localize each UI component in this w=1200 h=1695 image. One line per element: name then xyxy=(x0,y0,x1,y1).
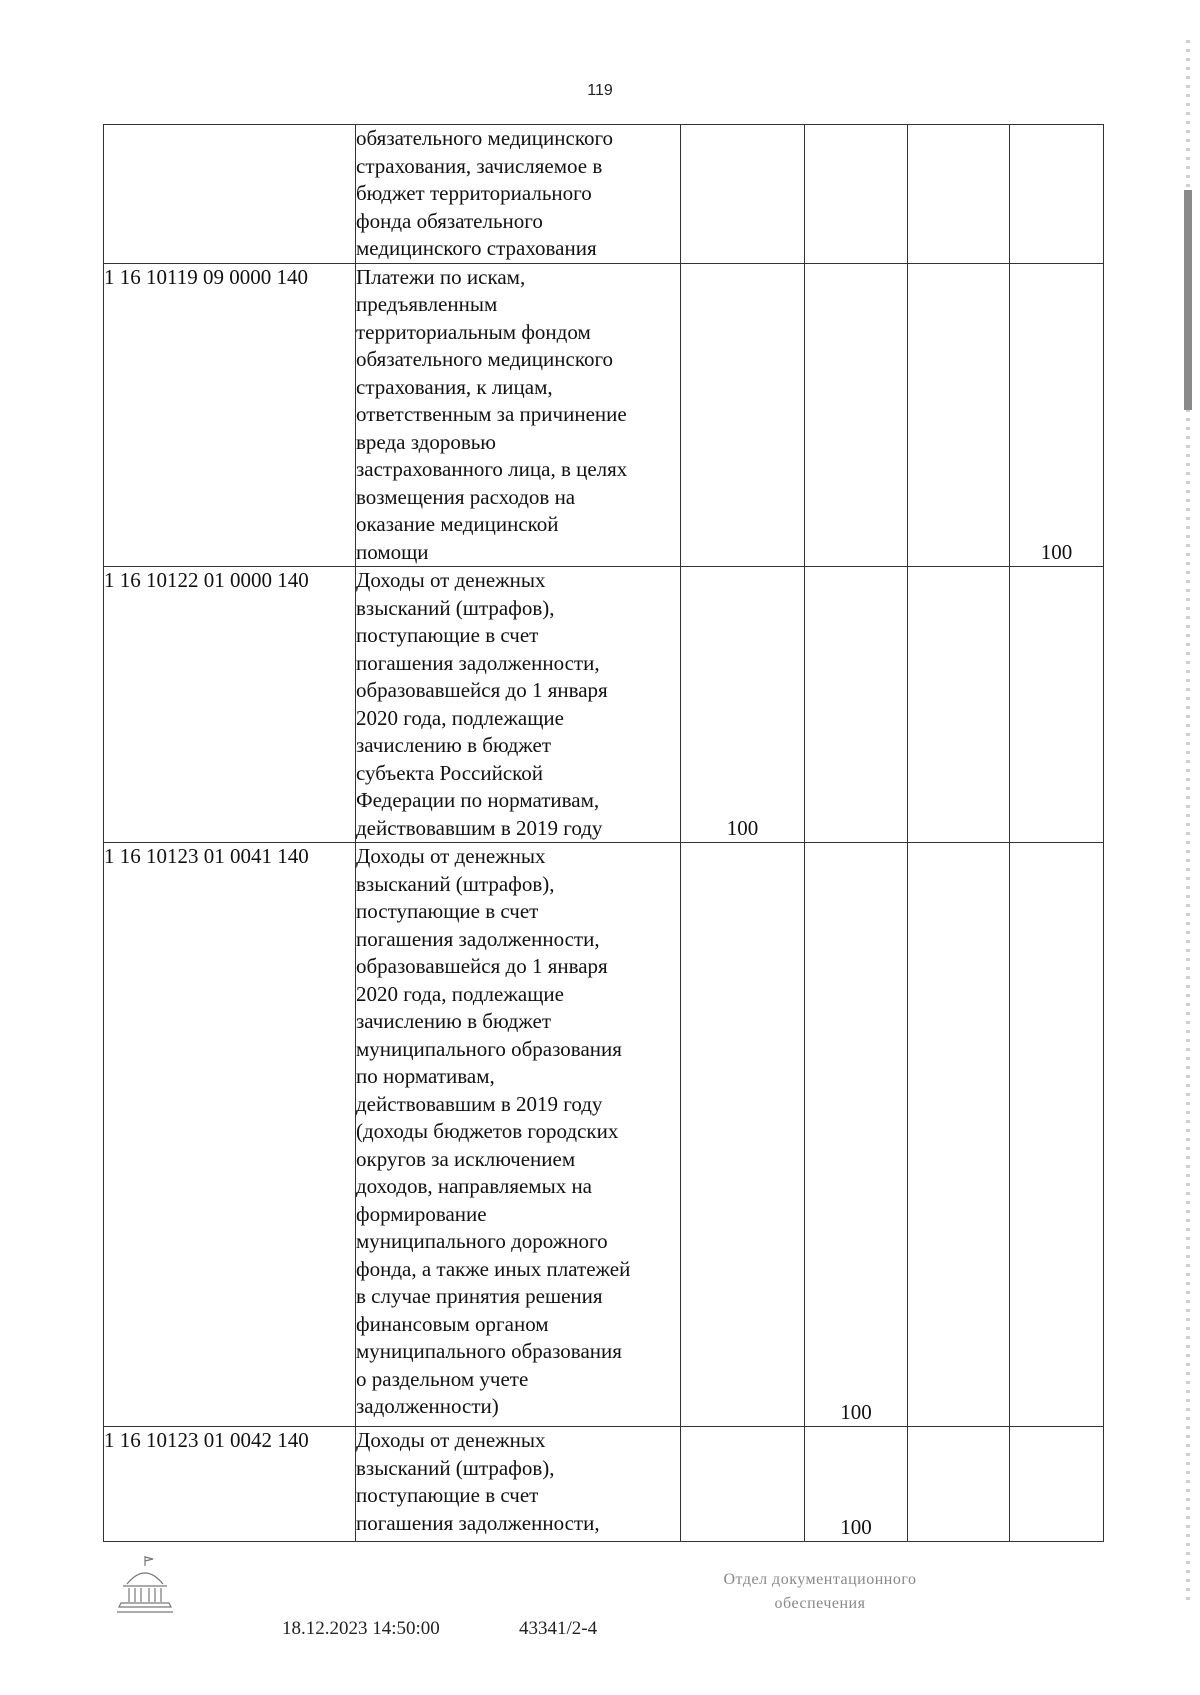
footer-date: 18.12.2023 14:50:00 xyxy=(282,1618,440,1639)
table-row xyxy=(104,263,1104,567)
row-value-col3 xyxy=(681,843,805,1427)
row-value-col4 xyxy=(805,263,908,567)
row-value-col6 xyxy=(1010,843,1104,1427)
table-row xyxy=(104,843,1104,1427)
table-row xyxy=(104,1427,1104,1542)
row-value-col6: 100 xyxy=(1010,263,1104,567)
row-code: 1 16 10119 09 0000 140 xyxy=(104,263,356,567)
budget-table xyxy=(103,124,1104,1542)
row-description: обязательного медицинского страхования, зачисляемое в бюджет территориального фонда обязательного медицинского страхования xyxy=(356,125,681,264)
row-value-col5 xyxy=(908,1427,1010,1542)
row-code: 1 16 10122 01 0000 140 xyxy=(104,567,356,843)
row-value-col4 xyxy=(805,567,908,843)
row-code: 1 16 10123 01 0041 140 xyxy=(104,843,356,1427)
row-value-col5 xyxy=(908,125,1010,264)
row-value-col3 xyxy=(681,1427,805,1542)
row-value-col3 xyxy=(681,125,805,264)
row-value-col6 xyxy=(1010,125,1104,264)
row-description: Доходы от денежных взысканий (штрафов), поступающие в счет погашения задолженности, образовавшейся до 1 января 2020 года, подлежащие зачислению в бюджет субъекта Российской Федерации по нормативам, действовавшим в 2019 году xyxy=(356,567,681,843)
row-value-col4: 100 xyxy=(805,1427,908,1542)
department-stamp: Отдел документационного обеспечения xyxy=(723,1571,917,1612)
scan-edge-dark-strip xyxy=(1184,190,1192,410)
row-value-col5 xyxy=(908,263,1010,567)
row-value-col6 xyxy=(1010,1427,1104,1542)
row-value-col3: 100 xyxy=(681,567,805,843)
row-value-col5 xyxy=(908,567,1010,843)
duma-building-logo-icon xyxy=(115,1554,175,1618)
row-description: Доходы от денежных взысканий (штрафов), поступающие в счет погашения задолженности, xyxy=(356,1427,681,1542)
row-description: Платежи по искам, предъявленным территориальным фондом обязательного медицинского страхования, к лицам, ответственным за причинение вреда здоровью застрахованного лица, в целях возмещения расходов на оказание медицинской помощи xyxy=(356,263,681,567)
row-value-col3 xyxy=(681,263,805,567)
row-value-col5 xyxy=(908,843,1010,1427)
page-number: 119 xyxy=(587,82,613,99)
row-code: 1 16 10123 01 0042 140 xyxy=(104,1427,356,1542)
table-row xyxy=(104,125,1104,264)
row-value-col4 xyxy=(805,125,908,264)
row-description: Доходы от денежных взысканий (штрафов), поступающие в счет погашения задолженности, образовавшейся до 1 января 2020 года, подлежащие зачислению в бюджет муниципального образования по нормативам, действовавшим в 2019 году (доходы бюджетов городских округов за исключением доходов, направляемых на формирование муниципального дорожного фонда, а также иных платежей в случае принятия решения финансовым органом муниципального образования о раздельном учете задолженности) xyxy=(356,843,681,1427)
table-row xyxy=(104,567,1104,843)
footer-doc-number: 43341/2-4 xyxy=(519,1618,598,1639)
row-code xyxy=(104,125,356,264)
row-value-col4: 100 xyxy=(805,843,908,1427)
row-value-col6 xyxy=(1010,567,1104,843)
